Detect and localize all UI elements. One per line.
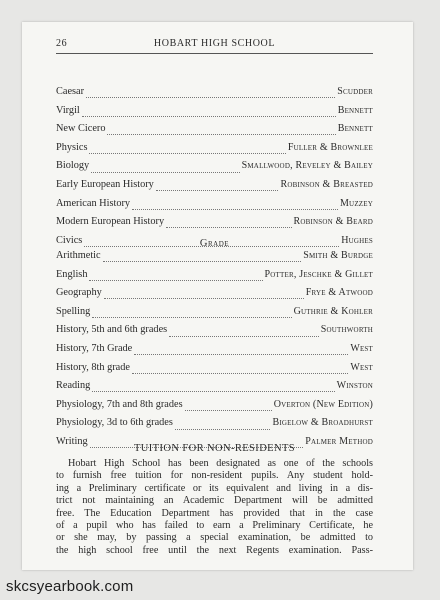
subject-label: Biology — [56, 160, 90, 172]
grade-textbook-list — [56, 250, 373, 455]
author-label: Guthrie & Kohler — [293, 305, 373, 317]
subject-label: English — [56, 268, 88, 280]
dot-leader — [103, 260, 302, 262]
author-label: Bennett — [337, 123, 373, 135]
textbook-row — [56, 306, 373, 325]
author-label: Robinson & Beard — [293, 216, 373, 228]
dot-leader — [175, 428, 271, 430]
dot-leader — [92, 316, 291, 318]
author-label: Fuller & Brownlee — [287, 141, 373, 153]
subject-label: History, 8th grade — [56, 361, 130, 373]
paragraph-line: the high school free until the next Regents examination. Pass- — [56, 544, 373, 556]
high-school-textbook-list — [56, 86, 373, 253]
textbook-row — [56, 160, 373, 179]
paragraph-line: ing a Preliminary certificate or its equivalent and living in a dis- — [56, 482, 373, 494]
textbook-row — [56, 380, 373, 399]
dot-leader — [107, 133, 335, 135]
dot-leader — [134, 353, 348, 355]
author-label: Southworth — [320, 324, 373, 336]
textbook-row — [56, 250, 373, 269]
subject-label: American History — [56, 197, 131, 209]
dot-leader — [82, 115, 336, 117]
page-title: HOBART HIGH SCHOOL — [153, 38, 276, 49]
tuition-paragraph — [56, 458, 373, 557]
textbook-row — [56, 142, 373, 161]
tuition-title: TUITION FOR NON-RESIDENTS — [133, 443, 296, 454]
author-label: Hughes — [341, 234, 373, 246]
dot-leader — [166, 226, 291, 228]
subject-label: Physiology, 7th and 8th grades — [56, 398, 183, 410]
subject-label: Caesar — [56, 86, 85, 97]
subject-label: Spelling — [56, 305, 91, 317]
subject-label: Early European History — [56, 178, 154, 190]
dot-leader — [104, 297, 304, 299]
dot-leader — [89, 279, 262, 281]
subject-label: New Cicero — [56, 123, 106, 135]
dot-leader — [132, 208, 338, 210]
author-label: Overton (New Edition) — [273, 398, 373, 410]
author-label: Bigelow & Broadhurst — [272, 417, 373, 429]
author-label: West — [350, 361, 373, 373]
author-label: Robinson & Breasted — [280, 178, 373, 190]
textbook-row — [56, 417, 373, 436]
textbook-row — [56, 399, 373, 418]
textbook-row — [56, 198, 373, 217]
author-label: Potter, Jeschke & Gillet — [264, 268, 373, 280]
author-label: Smallwood, Reveley & Bailey — [241, 160, 373, 172]
textbook-row — [56, 362, 373, 381]
dot-leader — [169, 335, 319, 337]
subject-label: History, 5th and 6th grades — [56, 324, 168, 336]
subject-label: Writing — [56, 435, 88, 447]
paragraph-line: of a pupil who has failed to earn a Preliminary Certificate, he — [56, 519, 373, 531]
paragraph-line: to furnish free tuition for non-resident pupils. Any student hold- — [56, 470, 373, 482]
subject-label: Civics — [56, 234, 83, 246]
author-label: Smith & Burdge — [303, 250, 373, 261]
textbook-row — [56, 105, 373, 124]
textbook-row — [56, 269, 373, 288]
dot-leader — [89, 152, 285, 154]
textbook-row — [56, 86, 373, 105]
author-label: Scudder — [337, 86, 373, 97]
subject-label: History, 7th Grade — [56, 342, 133, 354]
textbook-row — [56, 123, 373, 142]
textbook-row — [56, 287, 373, 306]
dot-leader — [92, 390, 334, 392]
textbook-row — [56, 343, 373, 362]
header-rule — [56, 53, 373, 54]
subject-label: Reading — [56, 380, 91, 392]
paragraph-line: free. The Education Department has provided that in the case — [56, 507, 373, 519]
subject-label: Geography — [56, 287, 102, 299]
author-label: West — [350, 342, 373, 354]
author-label: Frye & Atwood — [305, 287, 373, 299]
author-label: Winston — [336, 380, 373, 392]
author-label: Palmer Method — [305, 435, 373, 447]
subject-label: Physiology, 3d to 6th grades — [56, 417, 173, 429]
grade-heading: Grade — [199, 238, 230, 249]
textbook-row — [56, 216, 373, 235]
page-number: 26 — [56, 38, 68, 49]
dot-leader — [86, 96, 335, 98]
author-label: Muzzey — [339, 197, 373, 209]
paragraph-line: or she may, by passing a special examination, be admitted to — [56, 532, 373, 544]
paragraph-line: Hobart High School has been designated as one of the schools — [68, 458, 373, 469]
subject-label: Physics — [56, 141, 88, 153]
watermark: skcsyearbook.com — [6, 578, 134, 595]
subject-label: Modern European History — [56, 216, 165, 228]
paragraph-line: trict not maintaining an Academic Department will be admitted — [56, 495, 373, 507]
dot-leader — [132, 372, 348, 374]
subject-label: Arithmetic — [56, 250, 101, 261]
author-label: Bennett — [337, 104, 373, 116]
dot-leader — [156, 189, 279, 191]
textbook-row — [56, 179, 373, 198]
subject-label: Virgil — [56, 104, 80, 116]
dot-leader — [185, 409, 272, 411]
textbook-row — [56, 324, 373, 343]
dot-leader — [91, 171, 239, 173]
